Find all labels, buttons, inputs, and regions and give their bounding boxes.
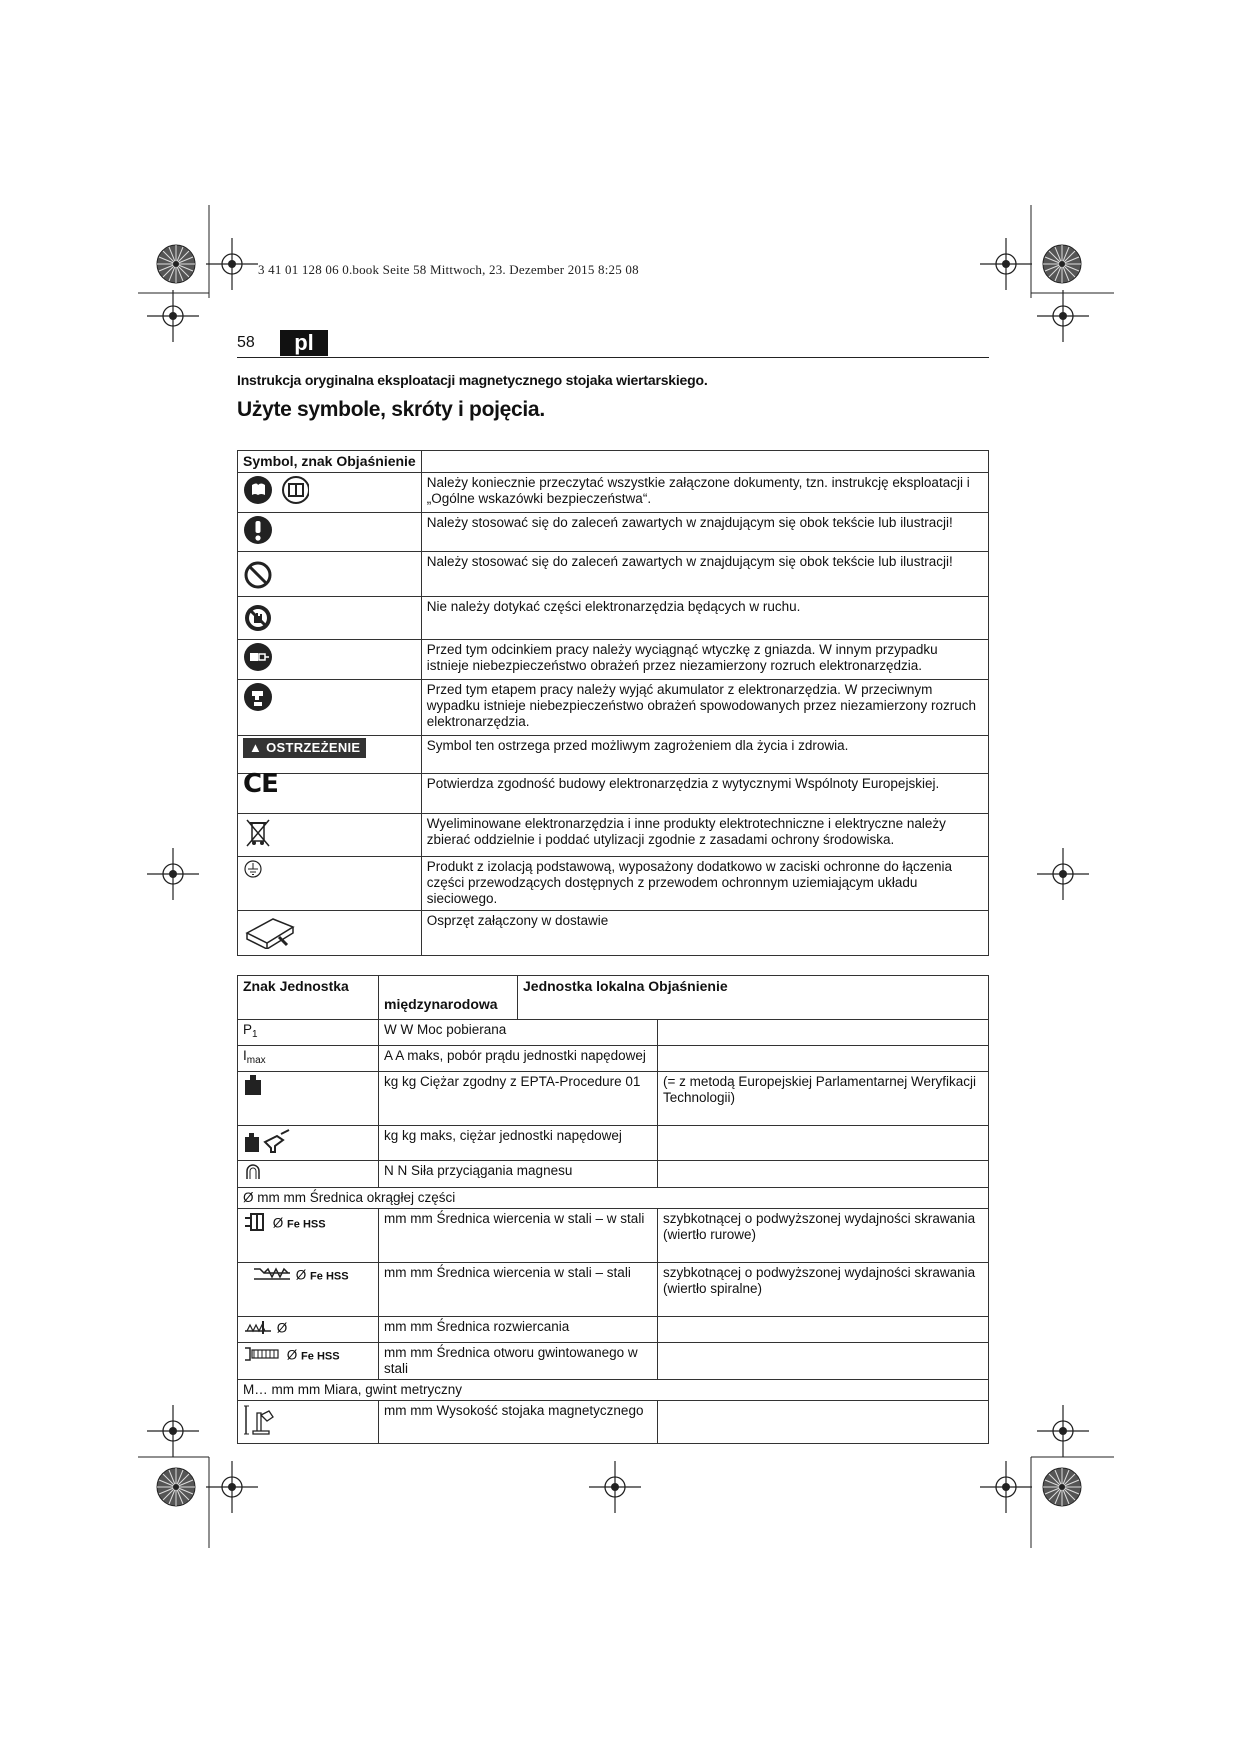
core-drill-icon — [243, 1211, 269, 1237]
unit-text: mm mm Wysokość stojaka magnetycznego — [379, 1401, 658, 1444]
units-header-local: Jednostka lokalna Objaśnienie — [518, 976, 989, 1020]
fe-hss-label: Fe HSS — [287, 1218, 326, 1231]
weight-drive-icon — [243, 1128, 291, 1158]
section-title: Użyte symbole, skróty i pojęcia. — [237, 398, 545, 421]
unit-text-full: Ø mm mm Średnica okrągłej części — [238, 1188, 989, 1209]
symbol-cell — [238, 814, 422, 857]
read-manual-icon — [243, 475, 309, 509]
symbol-text: Produkt z izolacją podstawową, wyposażony dodatkowo w zaciski ochronne do łączenia części przewodzących dostępnych z przewodem ochronnym uziemiającym układu sieciowego. — [421, 857, 988, 911]
unit-extra — [658, 1401, 989, 1444]
unplug-icon — [243, 642, 273, 676]
symbol-text: Należy koniecznie przeczytać wszystkie załączone dokumenty, tzn. instrukcję eksploatacji i „Ogólne wskazówki bezpieczeństwa“. — [421, 473, 988, 513]
symbols-table-header: Symbol, znak Objaśnienie — [238, 451, 422, 473]
unit-extra: szybkotnącej o podwyższonej wydajności skrawania (wiertło rurowe) — [658, 1209, 989, 1263]
unit-text: mm mm Średnica wiercenia w stali – stali — [379, 1263, 658, 1317]
unit-sign: Ø Fe HSS — [238, 1263, 379, 1317]
weee-bin-icon — [243, 816, 273, 854]
unit-extra — [658, 1343, 989, 1380]
remove-battery-icon — [243, 682, 273, 716]
symbol-cell — [238, 769, 422, 814]
warning-label: ▲ OSTRZEŻENIE — [243, 738, 366, 758]
symbol-cell — [238, 640, 422, 680]
symbol-cell — [238, 911, 422, 956]
unit-sign: Ø Fe HSS — [238, 1343, 379, 1380]
exclamation-icon — [243, 515, 273, 549]
symbol-text: Wyeliminowane elektronarzędzia i inne produkty elektrotechniczne i elektryczne należy zbierać oddzielnie i poddać utylizacji zgodnie z zasadami ochrony środowiska. — [421, 814, 988, 857]
symbol-cell — [238, 597, 422, 640]
unit-extra — [658, 1161, 989, 1188]
prohibition-icon — [243, 560, 273, 594]
no-touch-icon — [243, 603, 273, 637]
unit-text: mm mm Średnica rozwiercania — [379, 1317, 658, 1343]
symbol-cell — [238, 736, 422, 774]
unit-extra — [658, 1317, 989, 1343]
symbol-cell — [238, 680, 422, 736]
unit-text: mm mm Średnica otworu gwintowanego w stali — [379, 1343, 658, 1380]
unit-extra — [658, 1126, 989, 1161]
magnet-icon — [243, 1163, 263, 1185]
units-table — [237, 975, 989, 1444]
header-rule — [237, 357, 989, 358]
symbol-cell — [238, 857, 422, 911]
symbol-text: Symbol ten ostrzega przed możliwym zagrożeniem dla życia i zdrowia. — [421, 736, 988, 774]
unit-text: mm mm Średnica wiercenia w stali – w stali — [379, 1209, 658, 1263]
unit-sign — [238, 1072, 379, 1126]
fe-hss-label: Fe HSS — [301, 1350, 340, 1363]
earth-ground-icon — [243, 859, 263, 883]
unit-sign — [238, 1161, 379, 1188]
unit-text: kg kg maks, ciężar jednostki napędowej — [379, 1126, 658, 1161]
unit-text: N N Siła przyciągania magnesu — [379, 1161, 658, 1188]
unit-sign — [238, 1401, 379, 1444]
symbol-text: Należy stosować się do zaleceń zawartych w znajdującym się obok tekście lub ilustracji! — [421, 552, 988, 597]
accessory-case-icon — [243, 913, 299, 953]
symbol-cell — [238, 473, 422, 513]
weight-icon — [243, 1074, 263, 1100]
symbol-text: Nie należy dotykać części elektronarzędzia będących w ruchu. — [421, 597, 988, 640]
fe-hss-label: Fe HSS — [310, 1270, 349, 1283]
unit-text: kg kg Ciężar zgodny z EPTA-Procedure 01 — [379, 1072, 658, 1126]
symbol-text: Należy stosować się do zaleceń zawartych w znajdującym się obok tekście lub ilustracji! — [421, 513, 988, 552]
stand-height-icon — [243, 1403, 277, 1441]
unit-extra: szybkotnącej o podwyższonej wydajności skrawania (wiertło spiralne) — [658, 1263, 989, 1317]
unit-extra — [658, 1020, 989, 1046]
symbol-text: Osprzęt załączony w dostawie — [421, 911, 988, 956]
unit-sign: Ø — [238, 1317, 379, 1343]
reamer-icon — [243, 1319, 273, 1339]
units-header-intl: międzynarodowa — [379, 976, 518, 1020]
tap-icon — [243, 1345, 283, 1367]
ce-mark: CE — [243, 769, 278, 799]
symbol-cell — [238, 552, 422, 597]
unit-sign — [238, 1126, 379, 1161]
unit-text: A A maks, pobór prądu jednostki napędowej — [379, 1046, 658, 1072]
unit-text: W W Moc pobierana — [379, 1020, 658, 1046]
unit-text-full: M… mm mm Miara, gwint metryczny — [238, 1380, 989, 1401]
twist-drill-icon — [252, 1265, 292, 1287]
units-header-sign: Znak Jednostka — [238, 976, 379, 1020]
symbol-cell — [238, 513, 422, 552]
document-subtitle: Instrukcja oryginalna eksploatacji magnetycznego stojaka wiertarskiego. — [237, 372, 708, 388]
symbols-table — [237, 450, 989, 956]
warning-label-text: OSTRZEŻENIE — [266, 740, 361, 755]
language-badge: pl — [280, 330, 328, 356]
unit-sign: Ø Fe HSS — [238, 1209, 379, 1263]
symbol-text: Potwierdza zgodność budowy elektronarzędzia z wytycznymi Wspólnoty Europejskiej. — [421, 774, 988, 814]
unit-extra — [658, 1046, 989, 1072]
unit-sign: $P_1$ — [238, 1020, 379, 1046]
unit-extra: (= z metodą Europejskiej Parlamentarnej Weryfikacji Technologii) — [658, 1072, 989, 1126]
unit-sign: $I_{max}$ — [238, 1046, 379, 1072]
page-number: 58 — [237, 334, 255, 351]
symbol-text: Przed tym etapem pracy należy wyjąć akumulator z elektronarzędzia. W przeciwnym wypadku istnieje niebezpieczeństwo obrażeń spowodowanych przez niezamierzony rozruch elektronarzędzia. — [421, 680, 988, 736]
book-meta: 3 41 01 128 06 0.book Seite 58 Mittwoch, 23. Dezember 2015 8:25 08 — [258, 262, 639, 277]
symbol-text: Przed tym odcinkiem pracy należy wyciągnąć wtyczkę z gniazda. W innym przypadku istnieje niebezpieczeństwo obrażeń przez niezamierzony rozruch elektronarzędzia. — [421, 640, 988, 680]
